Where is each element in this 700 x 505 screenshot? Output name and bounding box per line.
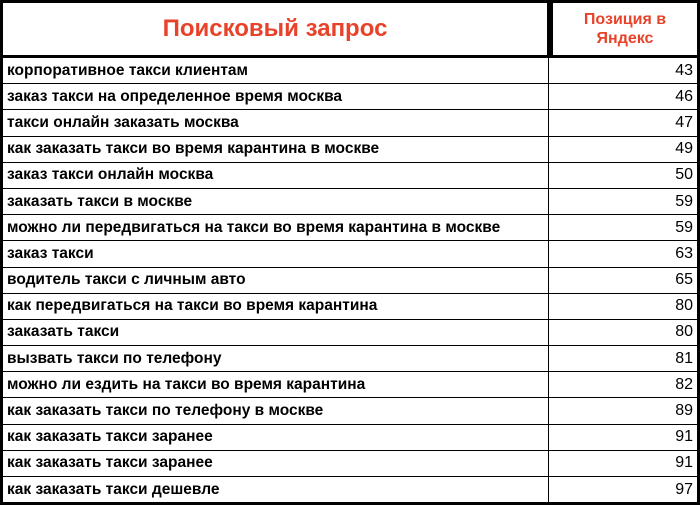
position-cell: 97 bbox=[549, 477, 697, 502]
table-row bbox=[3, 451, 697, 476]
query-cell: водитель такси с личным авто bbox=[3, 268, 548, 293]
table-row bbox=[3, 241, 697, 266]
table-row bbox=[3, 189, 697, 214]
table-row bbox=[3, 84, 697, 109]
query-cell: заказ такси онлайн москва bbox=[3, 163, 548, 188]
table-row bbox=[3, 110, 697, 135]
query-cell: как заказать такси во время карантина в москве bbox=[3, 137, 548, 162]
position-cell: 59 bbox=[549, 189, 697, 214]
query-cell: вызвать такси по телефону bbox=[3, 346, 548, 371]
query-cell: можно ли ездить на такси во время карантина bbox=[3, 372, 548, 397]
table-row bbox=[3, 294, 697, 319]
table-row bbox=[3, 268, 697, 293]
query-cell: как заказать такси заранее bbox=[3, 425, 548, 450]
position-cell: 59 bbox=[549, 215, 697, 240]
query-cell: заказ такси bbox=[3, 241, 548, 266]
table-row bbox=[3, 163, 697, 188]
position-cell: 91 bbox=[549, 425, 697, 450]
query-cell: можно ли передвигаться на такси во время карантина в москве bbox=[3, 215, 548, 240]
position-cell: 63 bbox=[549, 241, 697, 266]
position-cell: 80 bbox=[549, 320, 697, 345]
table-row bbox=[3, 372, 697, 397]
position-cell: 43 bbox=[549, 58, 697, 83]
position-cell: 65 bbox=[549, 268, 697, 293]
table-row bbox=[3, 137, 697, 162]
query-cell: заказать такси bbox=[3, 320, 548, 345]
query-cell: заказ такси на определенное время москва bbox=[3, 84, 548, 109]
query-cell: как заказать такси по телефону в москве bbox=[3, 398, 548, 423]
position-cell: 82 bbox=[549, 372, 697, 397]
table-row bbox=[3, 398, 697, 423]
table-row bbox=[3, 320, 697, 345]
query-cell: как заказать такси заранее bbox=[3, 451, 548, 476]
table-row bbox=[3, 477, 697, 502]
table-row bbox=[3, 346, 697, 371]
position-cell: 91 bbox=[549, 451, 697, 476]
query-cell: как передвигаться на такси во время карантина bbox=[3, 294, 548, 319]
position-cell: 81 bbox=[549, 346, 697, 371]
position-cell: 49 bbox=[549, 137, 697, 162]
header-position: Позиция в Яндекс bbox=[553, 3, 697, 55]
position-cell: 80 bbox=[549, 294, 697, 319]
query-cell: заказать такси в москве bbox=[3, 189, 548, 214]
table-body bbox=[3, 58, 697, 502]
header-query: Поисковый запрос bbox=[3, 3, 547, 55]
position-cell: 46 bbox=[549, 84, 697, 109]
table-row bbox=[3, 215, 697, 240]
position-cell: 50 bbox=[549, 163, 697, 188]
table-header bbox=[3, 3, 697, 55]
table-row bbox=[3, 58, 697, 83]
query-cell: как заказать такси дешевле bbox=[3, 477, 548, 502]
query-cell: корпоративное такси клиентам bbox=[3, 58, 548, 83]
position-cell: 47 bbox=[549, 110, 697, 135]
query-cell: такси онлайн заказать москва bbox=[3, 110, 548, 135]
table-row bbox=[3, 425, 697, 450]
position-cell: 89 bbox=[549, 398, 697, 423]
